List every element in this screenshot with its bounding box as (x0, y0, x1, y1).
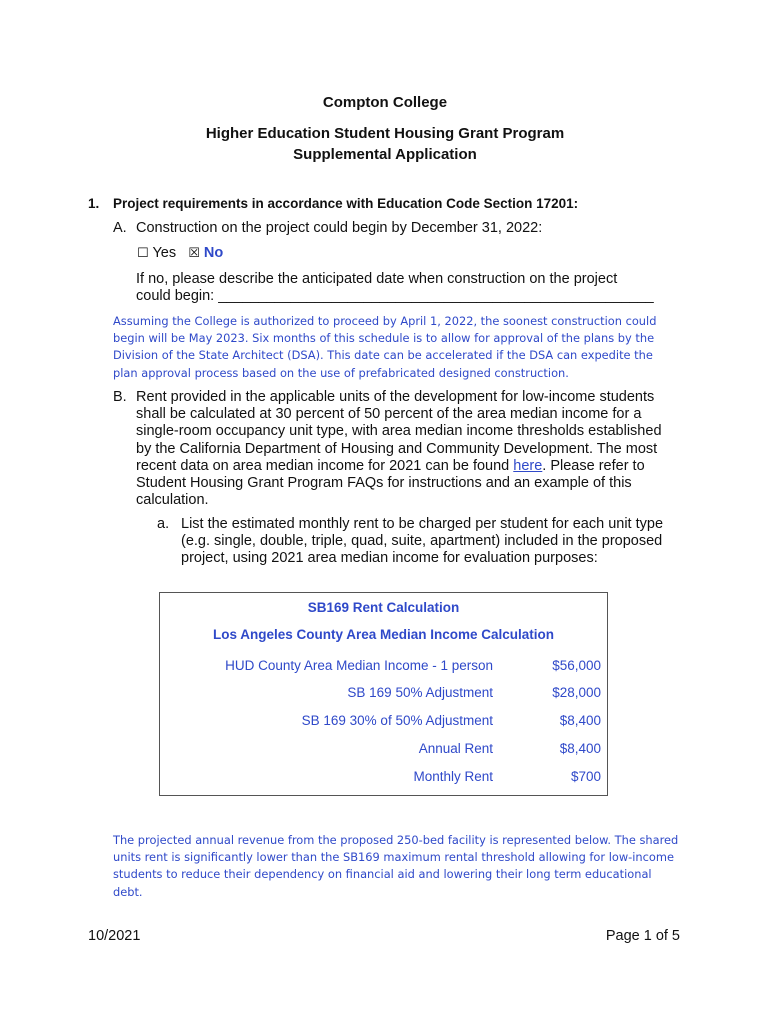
no-checkbox[interactable]: ☒ (188, 246, 200, 261)
section-number: 1. (88, 196, 100, 211)
if-no-line-2[interactable]: could begin: ______________________________________________________ (136, 288, 654, 305)
if-no-prompt (136, 271, 676, 305)
rent-row-label: Monthly Rent (413, 769, 493, 784)
item-b-label: B. (113, 389, 127, 405)
section-1-heading (88, 196, 578, 211)
rent-row-label: SB 169 30% of 50% Adjustment (301, 713, 493, 728)
item-a (113, 220, 673, 237)
yes-no-choice (137, 245, 223, 261)
item-a-text: Construction on the project could begin by December 31, 2022: (136, 220, 543, 236)
no-label: No (203, 245, 224, 261)
rent-row-value: $8,400 (559, 713, 601, 728)
item-b-text-part-1: Rent provided in the applicable units of the development for low-income students shall be calculated at 30 percent of 50 percent of the area median income for a single-room occupancy unit type, with area median income thresholds established by the California Department of Housing and Community Development. The most recent data on area median income for 2021 can be found (136, 389, 662, 474)
rent-row-value: $56,000 (552, 658, 601, 673)
footer-date: 10/2021 (88, 928, 141, 944)
item-b-text-part-2: . Please refer to Student Housing Grant Program FAQs for instructions and an example of this calculation. (136, 457, 645, 509)
program-title: Higher Education Student Housing Grant Program (205, 125, 565, 142)
page-number: Page 1 of 5 (605, 928, 680, 944)
revenue-note: The projected annual revenue from the proposed 250-bed facility is represented below. The shared units rent is significantly lower than the SB169 maximum rental threshold allowing for low-income students to reduce their dependency on financial aid and lowering their long term educational debt. (113, 833, 679, 899)
college-title: Compton College (322, 94, 448, 111)
rent-row-value: $28,000 (552, 685, 601, 700)
sub-item-a (157, 516, 677, 567)
sub-item-a-label: a. (157, 516, 170, 532)
rent-row-label: Annual Rent (418, 741, 493, 756)
rent-calculation-box (159, 592, 608, 796)
item-a-label: A. (113, 220, 127, 236)
item-b-text (136, 389, 676, 509)
yes-label: Yes (152, 245, 177, 261)
construction-date-response: Assuming the College is authorized to proceed by April 1, 2022, the soonest construction could begin will be May 2023. Six months of this schedule is to allow for approval of the plans by the Division of the State Architect (DSA). This date can be accelerated if the DSA can expedite the plan approval process based on the use of prefabricated designed construction. (113, 314, 657, 380)
rent-row-label: HUD County Area Median Income - 1 person (225, 658, 493, 673)
rent-row-value: $700 (570, 769, 601, 784)
if-no-line-1: If no, please describe the anticipated date when construction on the project (136, 271, 618, 287)
rent-calc-subtitle: Los Angeles County Area Median Income Calculation (212, 627, 555, 642)
item-b (113, 389, 673, 509)
rent-row-value: $8,400 (559, 741, 601, 756)
rent-row-label: SB 169 50% Adjustment (347, 685, 493, 700)
yes-checkbox[interactable]: ☐ (137, 246, 149, 261)
section-heading-text: Project requirements in accordance with Education Code Section 17201: (113, 196, 579, 211)
rent-calc-title: SB169 Rent Calculation (307, 600, 460, 615)
sub-item-a-text: List the estimated monthly rent to be charged per student for each unit type (e.g. single, double, triple, quad, suite, apartment) included in the proposed project, using 2021 area median income for evaluation purposes: (181, 516, 664, 567)
application-title: Supplemental Application (293, 146, 477, 163)
here-link[interactable]: here (513, 457, 543, 474)
